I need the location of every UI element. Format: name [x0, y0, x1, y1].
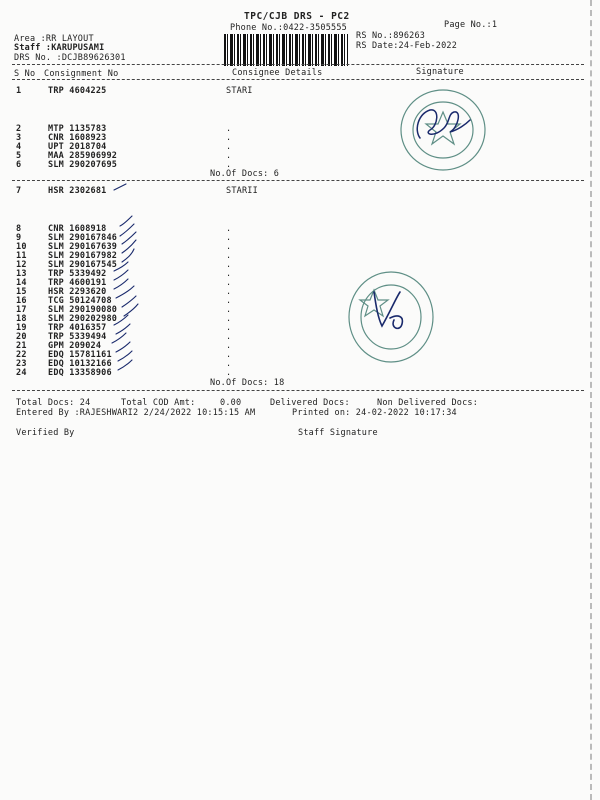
row-sno: 11 [16, 251, 27, 261]
report-title: TPC/CJB DRS - PC2 [244, 11, 350, 22]
row-consignment: TRP 4600191 [48, 278, 107, 288]
phone-number: Phone No.:0422-3505555 [230, 23, 347, 33]
row-consignment: TRP 5339492 [48, 269, 107, 279]
total-cod-value: 0.00 [220, 398, 242, 408]
total-docs: Total Docs: 24 [16, 398, 91, 408]
group1-rule [12, 180, 584, 181]
row-sno: 19 [16, 323, 27, 333]
row-consignment: EDQ 10132166 [48, 359, 112, 369]
row-consignment: SLM 290190080 [48, 305, 118, 315]
row-consignment: EDQ 13358906 [48, 368, 112, 378]
row-consignee: . [226, 314, 232, 324]
rs-number: RS No.:896263 [356, 31, 426, 41]
row-consignee: . [226, 296, 232, 306]
row-consignment: SLM 290202980 [48, 314, 118, 324]
row-sno: 7 [16, 186, 22, 196]
row-sno: 23 [16, 359, 27, 369]
row-consignment: GPM 209024 [48, 341, 102, 351]
row-consignee: . [226, 287, 232, 297]
row-consignee: . [226, 269, 232, 279]
group1-doc-count: No.Of Docs: 6 [210, 169, 280, 179]
barcode [224, 34, 348, 66]
row-sno: 21 [16, 341, 27, 351]
row-sno: 4 [16, 142, 22, 152]
row-sno: 5 [16, 151, 22, 161]
row-consignee: . [226, 305, 232, 315]
row-consignee: . [226, 332, 232, 342]
row-consignment: CNR 1608918 [48, 224, 107, 234]
row-consignment: TCG 50124708 [48, 296, 112, 306]
row-sno: 14 [16, 278, 27, 288]
group2-doc-count: No.Of Docs: 18 [210, 378, 285, 388]
row-sno: 1 [16, 86, 22, 96]
row-consignee: . [226, 251, 232, 261]
row-consignee: . [226, 224, 232, 234]
table-row [0, 160, 600, 170]
row-sno: 13 [16, 269, 27, 279]
row-consignee: . [226, 233, 232, 243]
staff-label: Staff :KARUPUSAMI [14, 43, 105, 53]
row-consignment: EDQ 15781161 [48, 350, 112, 360]
row-sno: 8 [16, 224, 22, 234]
row-consignment: TRP 5339494 [48, 332, 107, 342]
row-consignment: SLM 290167982 [48, 251, 118, 261]
row-consignee: . [226, 350, 232, 360]
row-consignment: TRP 4604225 [48, 86, 107, 96]
row-consignee: . [226, 133, 232, 143]
row-consignment: SLM 290207695 [48, 160, 118, 170]
row-sno: 6 [16, 160, 22, 170]
verified-by: Verified By [16, 428, 75, 438]
area-label: Area :RR LAYOUT [14, 34, 94, 44]
drs-number: DRS No. :DCJB89626301 [14, 53, 126, 63]
header-rule [12, 64, 584, 65]
col-consignment: Consignment No [44, 69, 119, 79]
row-consignee: . [226, 151, 232, 161]
row-sno: 3 [16, 133, 22, 143]
group2-rule [12, 390, 584, 391]
total-cod-label: Total COD Amt: [121, 398, 196, 408]
table-row [0, 186, 600, 196]
row-consignee: . [226, 260, 232, 270]
col-consignee: Consignee Details [232, 68, 323, 78]
row-consignee: STARII [226, 186, 258, 196]
delivered-docs: Delivered Docs: [270, 398, 350, 408]
col-sno: S No [14, 69, 36, 79]
row-consignment: MTP 1135783 [48, 124, 107, 134]
row-consignment: UPT 2018704 [48, 142, 107, 152]
row-consignee: . [226, 160, 232, 170]
staff-signature: Staff Signature [298, 428, 378, 438]
row-sno: 10 [16, 242, 27, 252]
table-row [0, 86, 600, 96]
row-consignee: . [226, 278, 232, 288]
row-sno: 22 [16, 350, 27, 360]
row-consignee: . [226, 124, 232, 134]
row-consignment: SLM 290167846 [48, 233, 118, 243]
row-consignee: . [226, 341, 232, 351]
row-consignment: SLM 290167639 [48, 242, 118, 252]
page-number: Page No.:1 [444, 20, 498, 30]
perforated-edge [590, 0, 600, 800]
row-consignee: STARI [226, 86, 253, 96]
row-consignee: . [226, 323, 232, 333]
columns-rule [12, 79, 584, 80]
row-consignment: MAA 285906992 [48, 151, 118, 161]
rs-date: RS Date:24-Feb-2022 [356, 41, 458, 51]
row-consignee: . [226, 368, 232, 378]
row-consignee: . [226, 142, 232, 152]
row-consignment: CNR 1608923 [48, 133, 107, 143]
row-sno: 16 [16, 296, 27, 306]
table-row [0, 368, 600, 378]
row-sno: 9 [16, 233, 22, 243]
row-consignment: HSR 2302681 [48, 186, 107, 196]
entered-by: Entered By :RAJESHWARI2 2/24/2022 10:15:15 AM [16, 408, 256, 418]
row-sno: 20 [16, 332, 27, 342]
row-sno: 18 [16, 314, 27, 324]
row-sno: 17 [16, 305, 27, 315]
row-consignee: . [226, 242, 232, 252]
non-delivered-docs: Non Delivered Docs: [377, 398, 479, 408]
row-consignment: TRP 4016357 [48, 323, 107, 333]
row-sno: 12 [16, 260, 27, 270]
row-consignee: . [226, 359, 232, 369]
handwritten-ticks [100, 182, 160, 382]
row-sno: 2 [16, 124, 22, 134]
row-sno: 15 [16, 287, 27, 297]
signature-top [400, 100, 480, 150]
printed-on: Printed on: 24-02-2022 10:17:34 [292, 408, 457, 418]
row-consignment: SLM 290167545 [48, 260, 118, 270]
row-consignment: HSR 2293620 [48, 287, 107, 297]
col-signature: Signature [416, 67, 464, 77]
row-sno: 24 [16, 368, 27, 378]
signature-bottom [360, 278, 420, 338]
